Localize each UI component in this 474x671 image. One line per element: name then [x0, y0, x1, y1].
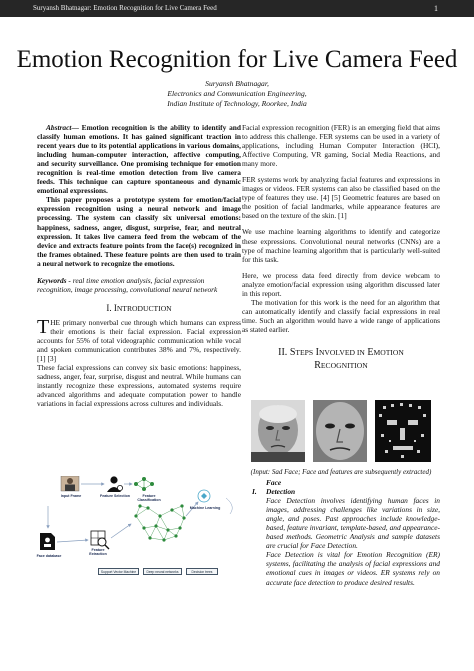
abstract-p2: This paper proposes a prototype system for emotion/facial expression recognition using a neural network and image processing. The system can classify six universal emotions: happiness, sadness, anger, disgust, surprise, fear, and neutral expression. It takes live camera feed from the webcam of the device and extracts feature points from the face(s) recognized in the frames obtained. These feature points are then used to train a neural network to recognize the emotions. [37, 195, 241, 268]
machine-learning-label: Machine Learning [189, 506, 221, 510]
author-block [0, 79, 474, 109]
face-database-label: Face database [36, 554, 62, 558]
network-node [134, 514, 137, 517]
network-node [138, 504, 141, 507]
machine-learning-icon [198, 490, 210, 502]
decision-trees-bar: Decision trees [186, 568, 218, 575]
right-p1: Facial expression recognition (FER) is an emerging field that aims to address this challenge. FER systems can be used in a variety of applications, including Human Computer Interaction (HCI), Affective Computing, VR gaming, Social Media Reactions, and many more. [242, 123, 440, 169]
intro-p1 [37, 315, 241, 364]
abstract-text-1: Emotion recognition is the ability to identify and classify human emotions. It has gained significant traction in recent years due to its potential applications in various domains, including human-computer interaction, affective computing, and security surveillance. One promising technique for emotion recognition is real-time emotion detection from live camera feeds. This technique can capture spontaneous and dynamic emotional expressions. [37, 123, 241, 196]
right-p2: FER systems work by analyzing facial features and expressions in images or videos. FER systems can also be classified based on the type of features they use. [4] [5] Geometric features are based on the position of facial landmarks, while appearance features are based on the texture of the skin. [1] [242, 175, 440, 221]
dnn-bar: Deep neural networks [143, 568, 182, 575]
figure-caption: (Input: Sad Face; Face and features are subsequently extracted) [250, 468, 432, 476]
section1-title-initial: I [113, 302, 117, 313]
feature-extraction-icon [91, 531, 109, 549]
input-face-photo [251, 400, 305, 462]
section1-numeral: I. [106, 302, 112, 313]
item1-title: Face Detection [266, 478, 296, 497]
s2-w2-initial: I [315, 346, 319, 358]
paper-title: Emotion Recognition for Live Camera Feed [16, 46, 458, 73]
steps-list [242, 478, 440, 587]
right-p5: The motivation for this work is the need for an algorithm that can automatically identify and classify facial expressions in real time. Such an algorithm would have a wide range of applications as stated earlier. [242, 297, 440, 334]
network-node [174, 534, 177, 537]
abstract [37, 123, 241, 268]
s2-w4-rest: ECOGNITION [320, 360, 368, 370]
input-frame-label: Input Frame [60, 494, 82, 498]
section-heading-introduction [37, 304, 241, 313]
section2-numeral: II. [278, 346, 288, 358]
s2-w1-initial: S [289, 346, 296, 358]
feature-selection-label: Feature Selection [100, 494, 130, 498]
feature-selection-icon [107, 476, 123, 492]
network-node [142, 526, 145, 529]
network-node [180, 504, 183, 507]
network-node [146, 506, 149, 509]
network-node [166, 528, 169, 531]
network-node [154, 524, 157, 527]
s2-w4-initial: R [314, 359, 321, 371]
network-node [182, 516, 185, 519]
s2-w3-rest: MOTION [373, 347, 404, 357]
s2-w2-rest: NVOLVED IN [318, 347, 365, 357]
item1-number: I. [252, 487, 257, 497]
network-node [170, 508, 173, 511]
author-department: Electronics and Communication Engineering, [167, 89, 307, 98]
abstract-p1 [37, 123, 241, 195]
face-database-icon [40, 533, 55, 550]
drop-cap: T [37, 315, 50, 338]
facial-features-photo [375, 400, 431, 462]
author-institution: Indian Institute of Technology, Roorkee, India [167, 99, 307, 108]
extracted-face-photo [313, 400, 367, 462]
network-node [148, 536, 151, 539]
s2-w3-initial: E [367, 346, 374, 358]
feature-classification-label: Feature Classification [137, 494, 161, 503]
item1-paragraph-2: Face Detection is vital for Emotion Recognition (ER) systems, facilitating the analysis of facial expressions and emotional cues in images or videos. ER systems rely on accurate face detection to produce desired results. [266, 550, 440, 587]
svm-bar: Support Vector Machine [98, 568, 139, 575]
list-item-heading [242, 478, 440, 496]
right-column [242, 123, 440, 377]
s2-w1-rest: TEPS [295, 347, 314, 357]
page-number: 1 [434, 4, 438, 13]
abstract-label: Abstract [46, 123, 72, 132]
running-header [0, 0, 474, 17]
feature-network-cloud [134, 504, 185, 541]
running-head-text: Suryansh Bhatnagar: Emotion Recognition for Live Camera Feed [33, 4, 217, 12]
section1-title-rest: NTRODUCTION [116, 303, 172, 313]
intro-p2: These facial expressions can convey six basic emotions: happiness, sadness, anger, fear, surprise, disgust and neutral. While humans can instantly recognize these expressions, automated systems require advanced algorithms and adequate computation power to handle variations in facial expressions across cultures and individuals. [37, 363, 241, 409]
item1-paragraph-1: Face Detection involves identifying human faces in images, addressing challenges like variations in size, angle, and poses. Past approaches include knowledge-based, feature invariant, template-based, and appearance-based methods. Geometric Analysis and sample datasets are crucial for Face Detection. [266, 496, 440, 551]
feature-extraction-label: Feature Extraction [89, 548, 107, 557]
keywords-text: real time emotion analysis, facial expression recognition, image processing, convolutional neural network [37, 275, 218, 294]
emotion-recognition-pipeline-diagram [36, 476, 240, 616]
section-heading-steps [242, 346, 440, 372]
network-node [162, 538, 165, 541]
right-p3: We use machine learning algorithms to identify and categorize these expressions. Convolutional neural networks (CNNs) are a type of machine learning algorithm that is particularly well-suited for this task. [242, 227, 440, 264]
keywords [37, 276, 241, 294]
right-p4: Here, we process data feed directly from device webcam to analyze emotion/facial expression using algorithm discussed later in this report. [242, 270, 440, 298]
intro-p1-text: HE primary nonverbal cue through which humans can express their emotions is their facial expression. Facial expression accounts for 55% of total videographic communication while vocal and spoken communication contributes 38% and 7%, respectively. [1] [3] [37, 317, 241, 364]
network-node [178, 526, 181, 529]
introduction-body [37, 315, 241, 409]
left-column [37, 123, 241, 408]
network-node [158, 514, 161, 517]
keywords-label: Keywords - [37, 275, 73, 285]
author-name: Suryansh Bhatnagar, [205, 79, 269, 88]
neural-network-icon [134, 477, 154, 491]
input-frame-icon [61, 476, 79, 491]
abstract-dash: — [71, 123, 82, 132]
face-processing-figure [251, 400, 431, 465]
